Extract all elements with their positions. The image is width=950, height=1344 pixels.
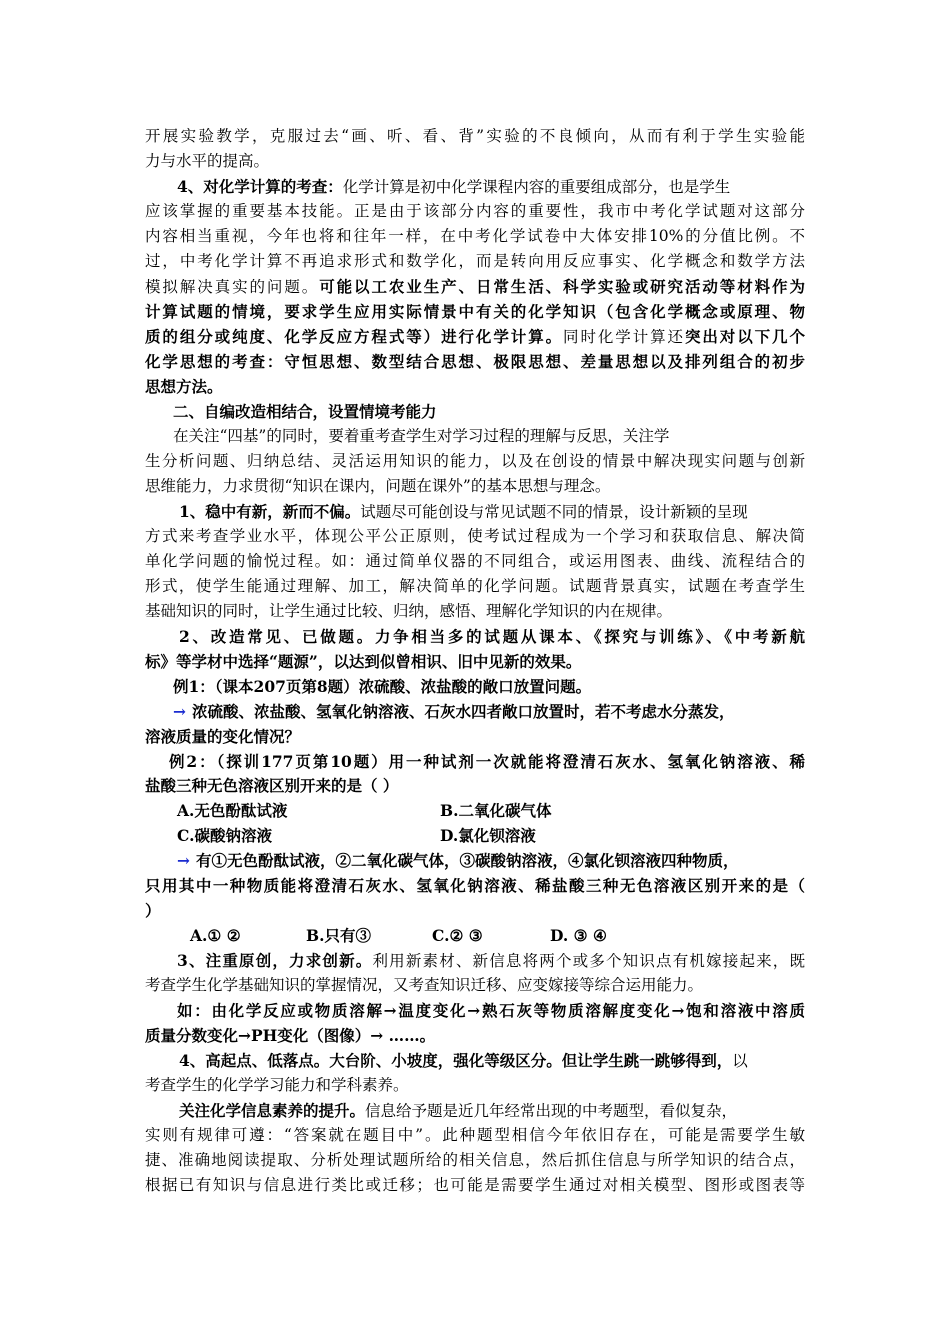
bold-text: 化学思想的考查：守恒思想、数型结合思想、极限思想、差量思想以及排列组合的初步 [145,351,805,371]
body-text: 试题尽可能创设与常见试题不同的情景，设计新颖的呈现 [360,502,748,521]
body-text: 内容相当重视，今年也将和往年一样，在中考化学试卷中大体安排10%的分值比例。不 [145,226,805,245]
bold-text: 计算试题的情境，要求学生应用实际情景中有关的化学知识（包含化学概念或原理、物 [145,301,805,321]
text-line [145,274,805,299]
answer-options-row [145,823,805,848]
body-text: 利用新素材、新信息将两个或多个知识点有机嫁接起来，既 [372,952,805,971]
text-line [145,1023,805,1048]
body-text: 形式，使学生能通过理解、加工，解决简单的化学问题。试题背景真实，试题在考查学生 [145,576,805,595]
body-text: 开展实验教学，克服过去“画、听、看、背”实验的不良倾向，从而有利于学生实验能 [145,127,805,145]
body-text: 化学计算是初中化学课程内容的重要组成部分，也是学生 [342,177,731,196]
body-text: 单化学问题的愉悦过程。如：通过简单仪器的不同组合，或运用图表、曲线、流程结合的 [145,551,805,570]
text-line [145,399,805,424]
bold-text: 2、改造常见、已做题。力争相当多的试题从课本、《探究与训练》、《中考新航 [179,626,805,646]
text-line [145,1148,805,1173]
body-text: 方式来考查学业水平，体现公平公正原则，使考试过程成为一个学习和获取信息、解决简 [145,526,805,545]
bold-text: 4、对化学计算的考查： [177,176,343,196]
bold-text: ） [145,901,161,921]
text-line [145,299,805,324]
text-line [145,1048,805,1073]
answer-options-row [145,798,805,823]
bold-text: 1、稳中有新，新而不偏。 [179,501,361,521]
text-line [145,699,805,724]
bold-text: 如：由化学反应或物质溶解→温度变化→熟石灰等物质溶解度变化→饱和溶液中溶质 [177,1001,805,1021]
text-line [145,199,805,224]
body-text: 基础知识的同时，让学生通过比较、归纳，感悟、理解化学知识的内在规律。 [145,601,673,620]
body-text: 考查学生化学基础知识的掌握情况，又考查知识迁移、应变嫁接等综合运用能力。 [145,976,704,995]
body-text: 应该掌握的重要基本技能。正是由于该部分内容的重要性，我市中考化学试题对这部分 [145,201,805,220]
body-text: 实则有规律可遵：“答案就在题目中”。此种题型相信今年依旧存在，可能是需要学生敏 [145,1126,805,1145]
text-line [145,324,805,349]
bold-text: 溶液质量的变化情况？ [145,726,301,746]
text-line [145,1123,805,1148]
body-text: 力与水平的提高。 [145,151,270,170]
text-line [145,149,805,174]
bold-text: 标》等学材中选择“题源”，以达到似曾相识、旧中见新的效果。 [145,651,582,671]
body-text: 过，中考化学计算不再追求形式和数学化，而是转向用反应事实、化学概念和数学方法 [145,251,805,270]
bold-text: 质的组分或纯度、化学反应方程式等）进行化学计算。 [145,326,564,346]
bold-text: 浓硫酸、浓盐酸、氢氧化钠溶液、石灰水四者敞口放置时，若不考虑水分蒸发， [192,701,735,721]
text-line [145,773,805,798]
text-line [145,948,805,973]
text-line [145,524,805,549]
text-line [145,174,805,199]
answer-option: D. ③ ④ [550,926,607,946]
text-line [145,424,805,449]
bold-text: 思想方法。 [145,376,223,396]
body-text: 根据已有知识与信息进行类比或迁移；也可能是需要学生通过对相关模型、图形或图表等 [145,1176,805,1195]
text-line [145,224,805,249]
text-line [145,1173,805,1198]
text-line [145,848,805,873]
body-text: 思维能力，力求贯彻“知识在课内，问题在课外”的基本思想与理念。 [145,476,611,495]
answer-options-row [145,923,805,948]
answer-option: C.碳酸钠溶液 [177,826,272,846]
text-line [145,124,805,149]
text-line [145,374,805,399]
bold-text: 例2：（探训177页第10题）用一种试剂一次就能将澄清石灰水、氢氧化钠溶液、稀 [169,751,805,771]
bold-text: 例1：（课本207页第8题）浓硫酸、浓盐酸的敞口放置问题。 [173,676,592,696]
answer-option: B.二氧化碳气体 [440,801,552,821]
answer-option: A.无色酚酞试液 [177,801,288,821]
text-line [145,349,805,374]
bold-text: 关注化学信息素养的提升。 [179,1101,366,1121]
answer-option: D.氯化钡溶液 [440,826,536,846]
body-text: 在关注“四基”的同时，要着重考查学生对学习过程的理解与反思，关注学 [173,426,670,445]
text-line [145,624,805,649]
body-text: 以 [732,1052,748,1071]
body-text: 同时化学计算还 [563,327,685,346]
text-line [145,499,805,524]
text-line [145,474,805,499]
text-line [145,873,805,898]
text-line [145,998,805,1023]
body-text: 考查学生的化学学习能力和学科素养。 [145,1076,409,1095]
text-line [145,898,805,923]
bold-text: 3、注重原创，力求创新。 [177,951,373,971]
bold-text: 只用其中一种物质能将澄清石灰水、氢氧化钠溶液、稀盐酸三种无色溶液区别开来的是（ [145,876,805,896]
text-line [145,749,805,774]
answer-option: A.① ② [190,926,241,946]
arrow-icon: → [177,851,190,871]
text-line [145,674,805,699]
body-text: 生分析问题、归纳总结、灵活运用知识的能力，以及在创设的情景中解决现实问题与创新 [145,451,805,470]
body-text: 捷、准确地阅读提取、分析处理试题所给的相关信息，然后抓住信息与所学知识的结合点， [145,1151,805,1170]
bold-text: 突出对以下几个 [684,326,805,346]
bold-text: 二、自编改造相结合，设置情境考能力 [173,401,437,421]
text-line [145,599,805,624]
bold-text: 盐酸三种无色溶液区别开来的是（ ） [145,776,399,796]
bold-text: 有①无色酚酞试液，②二氧化碳气体，③碳酸钠溶液，④氯化钡溶液四种物质， [196,851,739,871]
answer-option: C.② ③ [432,926,483,946]
text-line [145,724,805,749]
text-line [145,1098,805,1123]
body-text: 模拟解决真实的问题。 [145,277,320,296]
bold-text: 可能以工农业生产、日常生活、科学实验或研究活动等材料作为 [319,276,805,296]
text-line [145,649,805,674]
text-line [145,449,805,474]
text-line [145,249,805,274]
answer-option: B.只有③ [306,926,371,946]
arrow-icon: → [173,701,186,721]
text-line [145,549,805,574]
text-line [145,574,805,599]
bold-text: 质量分数变化→PH变化（图像）→ ……。 [145,1026,436,1046]
bold-text: 4、高起点、低落点。大台阶、小坡度，强化等级区分。但让学生跳一跳够得到， [179,1051,733,1071]
text-line [145,1073,805,1098]
text-line [145,973,805,998]
body-text: 信息给予题是近几年经常出现的中考题型，看似复杂， [365,1102,738,1121]
